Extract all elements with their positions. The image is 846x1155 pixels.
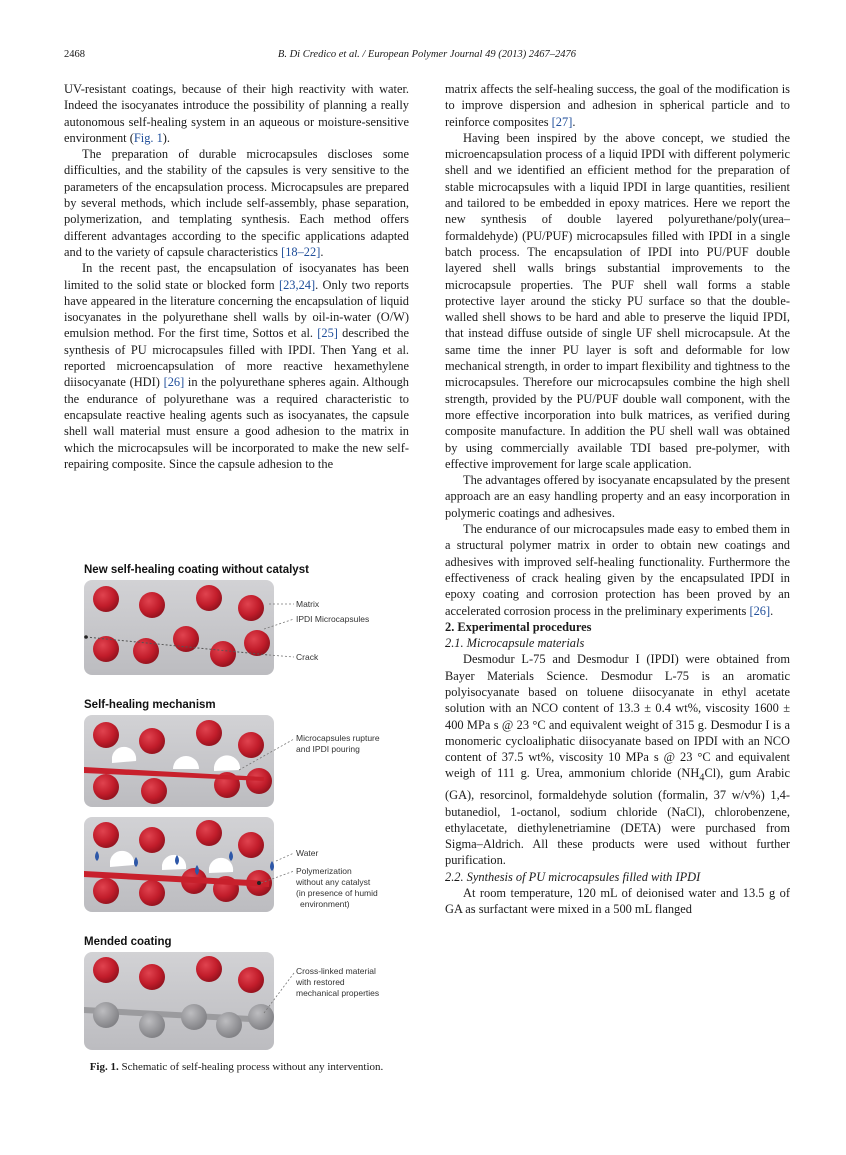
paragraph: UV-resistant coatings, because of their high reactivity with water. Indeed the isocyanates introduce the possibility of planning a really autonomous self-healing system in an aqueous or moisture-sensitive environment (Fig. 1). [64,82,409,145]
citation-link[interactable]: [26] [749,603,771,618]
capsule [141,778,167,804]
label-polymerization: environment) [300,899,350,909]
capsule [196,956,222,982]
subsection-heading: 2.1. Microcapsule materials [445,636,585,651]
label-polymerization: (in presence of humid [296,888,378,898]
caption-label: Fig. 1. [89,1061,119,1073]
citation-link[interactable]: [23,24] [278,277,316,292]
paragraph: At room temperature, 120 mL of deionised water and 13.5 g of GA as surfactant were mixed in a 500 mL flanged [445,886,790,917]
panel-title: Self-healing mechanism [84,699,216,711]
capsule [238,732,264,758]
paragraph: matrix affects the self-healing success, the goal of the modification is to improve dispersion and adhesion in spherical particle and to reinforce composites [27]. [445,82,790,129]
capsule [246,768,272,794]
capsule [238,595,264,621]
citation-link[interactable]: [26] [163,375,185,390]
running-header [64,47,790,63]
panel-title: Mended coating [84,936,172,948]
capsule [196,720,222,746]
capsule [93,822,119,848]
label-polymerization: without any catalyst [296,877,371,887]
capsule [244,630,270,656]
label-polymerization: Polymerization [296,866,352,876]
paragraph: The advantages offered by isocyanate encapsulated by the present approach are an easy handling property and an easy incorporation in polymeric coatings and adhesives. [445,473,790,520]
capsule [93,722,119,748]
healed-capsule [216,1012,242,1038]
capsule [238,967,264,993]
healed-capsule [93,1002,119,1028]
figure-caption [64,1060,409,1074]
paragraph: Having been inspired by the above concept, we studied the microencapsulation process of a liquid IPDI with different polymeric shell and we identified an efficient method for the preparation of stable microcapsules with a liquid IPDI in large quantities, resilient and tailored to be embedded in epoxy matrices. Here we report the new synthesis of double layered polyurethane/poly(urea–formaldehyde) (PU/PUF) microcapsules filled with IPDI in a single batch process. The encapsulation of IPDI into PU/PUF double layered shell walls brings substantial improvements to the microcapsule properties. The PUF shell wall forms a stable protective layer around the sticky PU surface so that the double-walled shell shows to be hard and able to preserve the liquid IPDI, that instead diffuse outside of single UF shell microcapsule. At the same time the inner PU layer is soft and deformable for low mechanical strength, in order to impart flexibility and tightness to the microcapsules. Therefore our microcapsules combine the high shell strength, provided by the PU/PUF double wall component, with the more effective incorporation into bulk matrices, as verified during composite manufacture. In addition the PU shell wall was obtained by using commercially available TDI based pre-polymer, with effective improvement for large scale application. [445,130,790,471]
crack-marker [84,635,88,639]
capsule [93,878,119,904]
capsule [93,586,119,612]
label-ipdi-microcapsules: IPDI Microcapsules [296,614,370,624]
section-heading: 2. Experimental procedures [445,619,592,634]
citation-link[interactable]: [27] [551,114,573,129]
label-cross-linked: mechanical properties [296,988,380,998]
label-cross-linked: Cross-linked material [296,966,376,976]
capsule [196,820,222,846]
capsule [93,957,119,983]
healed-capsule [181,1004,207,1030]
capsule [238,832,264,858]
self-healing-schematic [64,555,409,1055]
right-column [445,81,790,918]
figure-1 [64,555,409,1080]
capsule [196,585,222,611]
leader-line [276,853,294,861]
citation-link[interactable]: [25] [317,326,338,341]
label-rupture: Microcapsules rupture [296,733,380,743]
left-column [64,81,409,472]
capsule [93,774,119,800]
paragraph: In the recent past, the encapsulation of isocyanates has been limited to the solid state or blocked form [23,24]. Only two reports have appeared in the literature concerning the encapsulation of liquid isocyanates in the polyurethane shell walls by oil-in-water (O/W) emulsion method. For the first time, Sottos et al. [25] described the synthesis of PU microcapsules filled with IPDI. Then Yang et al. reported microencapsulation of more reactive hexamethylene diisocyanate (HDI) [26] in the polyurethane spheres again. Although the endurance of polyurethane was a required characteristic to encapsulate reactive healing agents such as isocyanates, the capsule shell wall material must ensure a good adhesion to the matrix in which the microcapsules will be incorporated to make the new self-repairing composite. Since the capsule adhesion to the [64,261,409,471]
figure-ref-link[interactable]: Fig. 1 [133,130,163,145]
capsule [210,641,236,667]
label-cross-linked: with restored [296,977,345,987]
capsule [139,827,165,853]
caption-text: Schematic of self-healing process without any intervention. [118,1061,384,1073]
healed-capsule [248,1004,274,1030]
label-water: Water [296,848,319,858]
capsule [139,880,165,906]
running-head: B. Di Credico et al. / European Polymer Journal 49 (2013) 2467–2476 [277,49,577,60]
capsule [139,964,165,990]
paragraph: The endurance of our microcapsules made easy to embed them in a structural polymer matrix in order to obtain new coatings and adhesives with improved self-healing functionality. Furthermore the effectiveness of crack healing given by the encapsulated IPDI in epoxy coating and corrosion protection has been proved by an accelerated corrosion process in the preliminary experiments [26]. [445,522,790,618]
healed-capsule [139,1012,165,1038]
subsection-heading: 2.2. Synthesis of PU microcapsules filled with IPDI [445,869,701,884]
label-crack: Crack [296,652,319,662]
capsule [139,728,165,754]
capsule [133,638,159,664]
panel-title: New self-healing coating without catalyst [84,564,309,576]
marker-dot [257,881,261,885]
paragraph: The preparation of durable microcapsules discloses some difficulties, and the stability of the capsules is very sensitive to the parameters of the encapsulation process. Microcapsules are prepared by several methods, which include self-assembly, phase separation, polymerization, and templating synthesis. Each method offers different advantages according to the specific applications adapted and to the variety of capsule characteristics [18–22]. [64,147,409,259]
page-number: 2468 [64,49,85,60]
label-rupture: and IPDI pouring [296,744,360,754]
paragraph: Desmodur L-75 and Desmodur I (IPDI) were obtained from Bayer Materials Science. Desmodur L-75 is an aromatic polyisocyanate based on toluene diisocyanate in ethyl acetate solution with an NCO content of 13.3 ± 0.4 wt%, viscosity 1600 ± 400 MPa s @ 23 °C and equivalent weight of 315 g. Desmodur I is a monomeric cycloaliphatic diisocyanate based on IPDI with an NCO content of 37.5 wt%, viscosity 10 MPa s @ 23 °C and equivalent weigh of 111 g. Urea, ammonium chloride $(NH_4Cl)$, gum Arabic (GA), resorcinol, formaldehyde solution (formalin, 37 w/v%) 1,4-butanediol, 1-octanol, sodium chloride (NaCl), chlorobenzene, ethylacetate, diethylenetriamine (DETA) were purchased from Sigma–Aldrich. All these products were used without further purification. [445,652,790,868]
capsule [139,592,165,618]
citation-link[interactable]: [18–22] [281,244,321,259]
label-matrix: Matrix [296,599,320,609]
